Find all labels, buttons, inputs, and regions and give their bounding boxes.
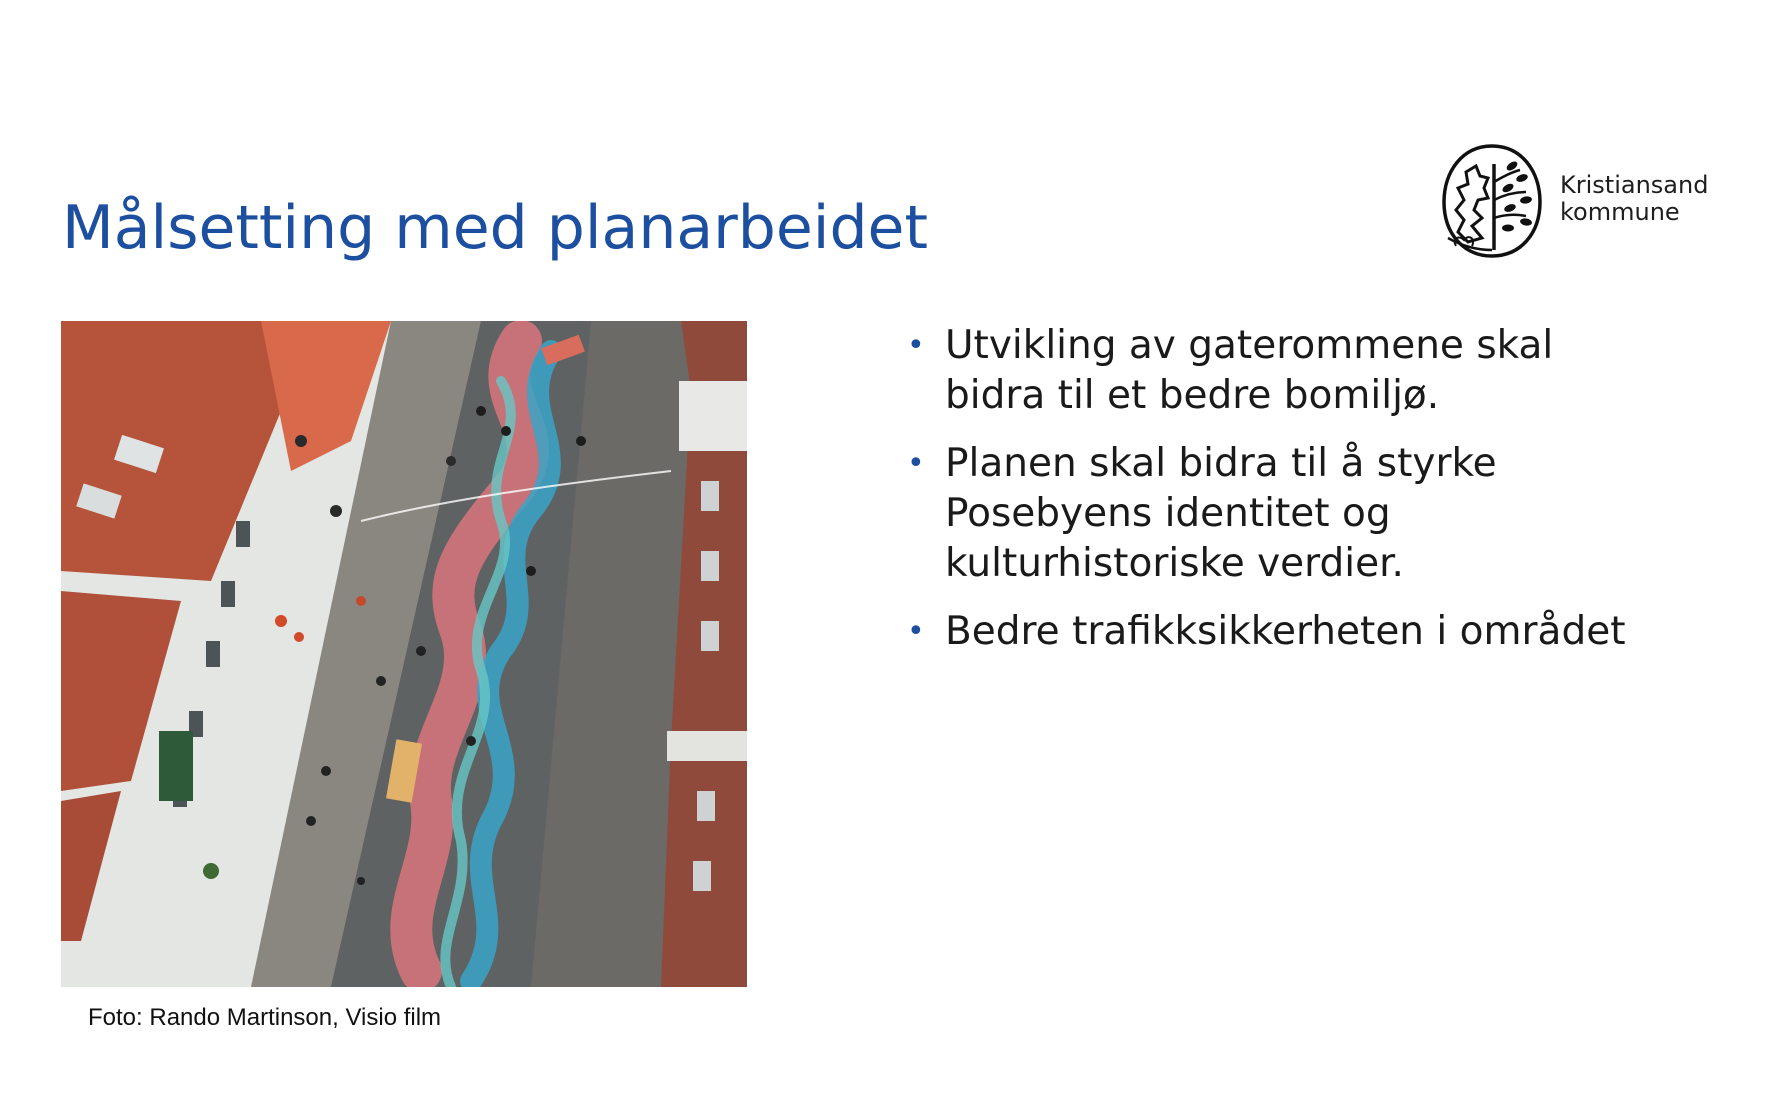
kristiansand-logo [1442, 142, 1742, 262]
goals-list [905, 321, 1745, 675]
photo-caption: Foto: Rando Martinson, Visio film [88, 1004, 442, 1031]
bullet-line: Planen skal bidra til å styrke [945, 441, 1497, 486]
logo-wordmark [1560, 172, 1708, 226]
bullet-icon: • [907, 446, 925, 481]
tree-lion-emblem-icon [1442, 142, 1542, 262]
logo-line-1: Kristiansand [1560, 171, 1709, 199]
slide-title: Målsetting med planarbeidet [62, 193, 928, 263]
bullet-line: Bedre trafikksikkerheten i området [945, 609, 1626, 654]
list-item [905, 607, 1745, 657]
bullet-line: bidra til et bedre bomiljø. [945, 373, 1440, 418]
bullet-icon: • [907, 614, 925, 649]
bullet-line: Utvikling av gaterommene skal [945, 323, 1554, 368]
list-item [905, 439, 1745, 589]
bullet-line: Posebyens identitet og [945, 491, 1391, 536]
list-item [905, 321, 1745, 421]
bullet-icon: • [907, 328, 925, 363]
bullet-line: kulturhistoriske verdier. [945, 541, 1404, 586]
street-aerial-photo [61, 321, 747, 987]
logo-line-2: kommune [1560, 198, 1680, 226]
street-aerial-image [61, 321, 747, 987]
